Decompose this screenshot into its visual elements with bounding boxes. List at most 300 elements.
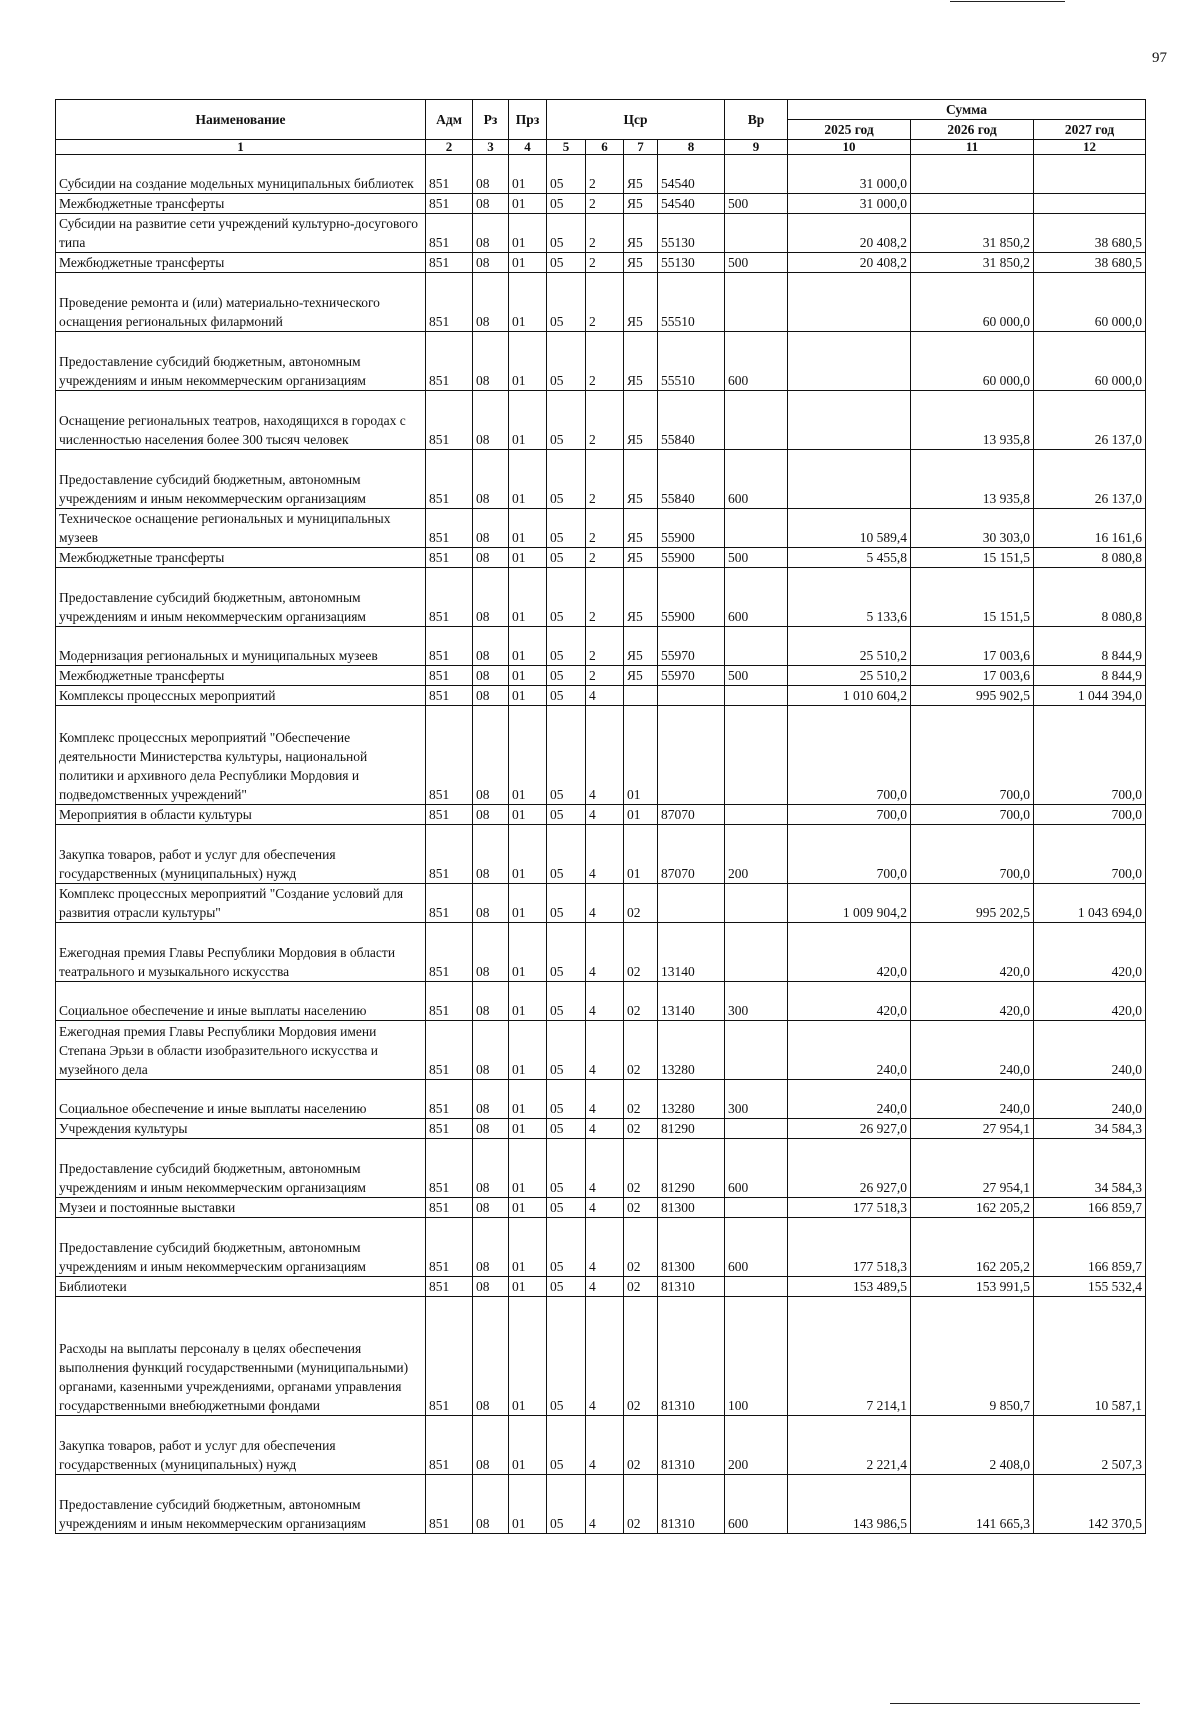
table-row [56, 1198, 1146, 1218]
row-sum-2026-cell: 700,0 [911, 825, 1034, 884]
row-csr-part4-cell: 55970 [658, 666, 725, 686]
row-sum-2026-cell: 162 205,2 [911, 1198, 1034, 1218]
row-sum-2025-cell: 1 010 604,2 [788, 686, 911, 706]
row-csr-part4-cell: 87070 [658, 825, 725, 884]
table-row [56, 706, 1146, 805]
row-sum-2026-cell: 700,0 [911, 805, 1034, 825]
row-prz-cell: 01 [509, 627, 547, 666]
row-sum-2026-cell: 17 003,6 [911, 627, 1034, 666]
row-vr-cell: 600 [725, 1475, 788, 1534]
row-name-cell: Предоставление субсидий бюджетным, автономным учреждениям и иным некоммерческим организациям [56, 332, 426, 391]
row-csr-part4-cell [658, 706, 725, 805]
row-vr-cell [725, 706, 788, 805]
row-name-cell: Ежегодная премия Главы Республики Мордовия имени Степана Эрьзи в области изобразительного искусства и музейного дела [56, 1021, 426, 1080]
row-sum-2025-cell: 25 510,2 [788, 627, 911, 666]
row-csr-part1-cell: 05 [547, 194, 586, 214]
row-csr-part2-cell: 2 [586, 568, 624, 627]
row-csr-part3-cell: Я5 [624, 273, 658, 332]
row-adm-cell: 851 [426, 1475, 473, 1534]
row-csr-part3-cell: Я5 [624, 194, 658, 214]
row-sum-2026-cell: 153 991,5 [911, 1277, 1034, 1297]
row-sum-2027-cell: 142 370,5 [1034, 1475, 1146, 1534]
table-row [56, 1080, 1146, 1119]
row-vr-cell [725, 1277, 788, 1297]
row-name-cell: Субсидии на создание модельных муниципальных библиотек [56, 155, 426, 194]
row-csr-part4-cell [658, 686, 725, 706]
row-sum-2027-cell: 155 532,4 [1034, 1277, 1146, 1297]
row-csr-part1-cell: 05 [547, 1139, 586, 1198]
row-name-cell: Модернизация региональных и муниципальных музеев [56, 627, 426, 666]
row-sum-2026-cell: 700,0 [911, 706, 1034, 805]
row-csr-part1-cell: 05 [547, 1119, 586, 1139]
row-sum-2026-cell: 31 850,2 [911, 253, 1034, 273]
row-sum-2027-cell: 2 507,3 [1034, 1416, 1146, 1475]
row-prz-cell: 01 [509, 666, 547, 686]
header-year-2025: 2025 год [788, 120, 911, 140]
row-prz-cell: 01 [509, 1475, 547, 1534]
row-prz-cell: 01 [509, 825, 547, 884]
row-sum-2027-cell: 8 844,9 [1034, 627, 1146, 666]
row-sum-2025-cell: 5 455,8 [788, 548, 911, 568]
row-sum-2027-cell: 34 584,3 [1034, 1139, 1146, 1198]
row-name-cell: Оснащение региональных театров, находящихся в городах с численностью населения более 300 тысяч человек [56, 391, 426, 450]
row-sum-2025-cell: 10 589,4 [788, 509, 911, 548]
row-sum-2027-cell: 60 000,0 [1034, 332, 1146, 391]
row-prz-cell: 01 [509, 568, 547, 627]
row-sum-2027-cell: 10 587,1 [1034, 1297, 1146, 1416]
row-csr-part1-cell: 05 [547, 1297, 586, 1416]
row-csr-part2-cell: 2 [586, 548, 624, 568]
row-sum-2026-cell [911, 155, 1034, 194]
row-vr-cell [725, 1119, 788, 1139]
row-adm-cell: 851 [426, 825, 473, 884]
row-csr-part3-cell: 02 [624, 1475, 658, 1534]
row-csr-part4-cell: 13280 [658, 1080, 725, 1119]
row-csr-part1-cell: 05 [547, 982, 586, 1021]
row-csr-part4-cell: 54540 [658, 194, 725, 214]
row-sum-2027-cell: 240,0 [1034, 1021, 1146, 1080]
row-name-cell: Музеи и постоянные выставки [56, 1198, 426, 1218]
row-csr-part4-cell: 81310 [658, 1416, 725, 1475]
row-rz-cell: 08 [473, 805, 509, 825]
row-csr-part2-cell: 4 [586, 1475, 624, 1534]
row-prz-cell: 01 [509, 509, 547, 548]
row-csr-part3-cell: 02 [624, 884, 658, 923]
row-csr-part2-cell: 4 [586, 923, 624, 982]
row-vr-cell [725, 805, 788, 825]
row-sum-2025-cell: 1 009 904,2 [788, 884, 911, 923]
row-csr-part4-cell: 81310 [658, 1475, 725, 1534]
row-csr-part1-cell: 05 [547, 1021, 586, 1080]
row-rz-cell: 08 [473, 884, 509, 923]
row-sum-2026-cell: 420,0 [911, 923, 1034, 982]
row-csr-part2-cell: 4 [586, 1021, 624, 1080]
row-csr-part2-cell: 4 [586, 1198, 624, 1218]
row-csr-part2-cell: 4 [586, 1416, 624, 1475]
row-rz-cell: 08 [473, 1277, 509, 1297]
row-vr-cell [725, 214, 788, 253]
row-csr-part1-cell: 05 [547, 1277, 586, 1297]
row-rz-cell: 08 [473, 686, 509, 706]
row-csr-part3-cell: 02 [624, 1277, 658, 1297]
row-csr-part2-cell: 4 [586, 1297, 624, 1416]
row-vr-cell: 500 [725, 548, 788, 568]
row-name-cell: Учреждения культуры [56, 1119, 426, 1139]
row-adm-cell: 851 [426, 509, 473, 548]
row-sum-2025-cell: 240,0 [788, 1021, 911, 1080]
row-prz-cell: 01 [509, 253, 547, 273]
row-sum-2027-cell: 420,0 [1034, 982, 1146, 1021]
row-csr-part1-cell: 05 [547, 391, 586, 450]
row-rz-cell: 08 [473, 273, 509, 332]
row-csr-part4-cell: 81300 [658, 1198, 725, 1218]
row-sum-2026-cell [911, 194, 1034, 214]
row-sum-2027-cell: 420,0 [1034, 923, 1146, 982]
row-csr-part1-cell: 05 [547, 884, 586, 923]
row-name-cell: Предоставление субсидий бюджетным, автономным учреждениям и иным некоммерческим организациям [56, 1139, 426, 1198]
row-csr-part2-cell: 2 [586, 253, 624, 273]
row-csr-part4-cell: 13140 [658, 923, 725, 982]
row-prz-cell: 01 [509, 1277, 547, 1297]
table-row [56, 1139, 1146, 1198]
row-csr-part1-cell: 05 [547, 627, 586, 666]
row-vr-cell [725, 1021, 788, 1080]
row-rz-cell: 08 [473, 1416, 509, 1475]
row-prz-cell: 01 [509, 273, 547, 332]
row-adm-cell: 851 [426, 273, 473, 332]
row-sum-2025-cell: 7 214,1 [788, 1297, 911, 1416]
column-number: 6 [586, 140, 624, 155]
row-adm-cell: 851 [426, 155, 473, 194]
row-vr-cell: 100 [725, 1297, 788, 1416]
row-sum-2025-cell: 31 000,0 [788, 194, 911, 214]
row-csr-part4-cell: 55510 [658, 332, 725, 391]
header-year-2026: 2026 год [911, 120, 1034, 140]
row-csr-part1-cell: 05 [547, 706, 586, 805]
row-adm-cell: 851 [426, 332, 473, 391]
row-csr-part3-cell [624, 686, 658, 706]
table-row [56, 1297, 1146, 1416]
row-prz-cell: 01 [509, 1119, 547, 1139]
row-prz-cell: 01 [509, 214, 547, 253]
row-prz-cell: 01 [509, 1139, 547, 1198]
row-sum-2025-cell: 26 927,0 [788, 1139, 911, 1198]
row-name-cell: Предоставление субсидий бюджетным, автономным учреждениям и иным некоммерческим организациям [56, 1218, 426, 1277]
row-sum-2025-cell: 143 986,5 [788, 1475, 911, 1534]
row-prz-cell: 01 [509, 805, 547, 825]
row-rz-cell: 08 [473, 825, 509, 884]
row-sum-2026-cell: 60 000,0 [911, 273, 1034, 332]
row-prz-cell: 01 [509, 391, 547, 450]
row-csr-part1-cell: 05 [547, 1475, 586, 1534]
row-csr-part2-cell: 4 [586, 1277, 624, 1297]
row-csr-part3-cell: 02 [624, 1139, 658, 1198]
row-prz-cell: 01 [509, 548, 547, 568]
row-csr-part1-cell: 05 [547, 1218, 586, 1277]
row-name-cell: Закупка товаров, работ и услуг для обеспечения государственных (муниципальных) нужд [56, 825, 426, 884]
row-prz-cell: 01 [509, 1021, 547, 1080]
row-adm-cell: 851 [426, 214, 473, 253]
table-row [56, 923, 1146, 982]
row-csr-part3-cell: Я5 [624, 155, 658, 194]
row-vr-cell: 500 [725, 666, 788, 686]
row-csr-part3-cell: Я5 [624, 548, 658, 568]
row-csr-part3-cell: 01 [624, 805, 658, 825]
row-vr-cell: 600 [725, 1139, 788, 1198]
row-sum-2027-cell: 8 080,8 [1034, 548, 1146, 568]
row-prz-cell: 01 [509, 450, 547, 509]
table-row [56, 1475, 1146, 1534]
row-adm-cell: 851 [426, 1139, 473, 1198]
row-vr-cell [725, 627, 788, 666]
row-csr-part3-cell: 01 [624, 706, 658, 805]
row-csr-part4-cell: 55510 [658, 273, 725, 332]
row-name-cell: Социальное обеспечение и иные выплаты населению [56, 1080, 426, 1119]
row-vr-cell [725, 884, 788, 923]
row-rz-cell: 08 [473, 1021, 509, 1080]
table-row [56, 1277, 1146, 1297]
row-csr-part2-cell: 4 [586, 982, 624, 1021]
table-row [56, 686, 1146, 706]
row-vr-cell: 600 [725, 568, 788, 627]
row-rz-cell: 08 [473, 1119, 509, 1139]
page-number: 97 [1152, 50, 1167, 66]
row-csr-part4-cell: 81290 [658, 1119, 725, 1139]
row-rz-cell: 08 [473, 1080, 509, 1119]
header-prz: Прз [509, 100, 547, 140]
row-sum-2026-cell: 162 205,2 [911, 1218, 1034, 1277]
header-year-2027: 2027 год [1034, 120, 1146, 140]
row-csr-part3-cell: 02 [624, 1119, 658, 1139]
row-sum-2027-cell: 166 859,7 [1034, 1218, 1146, 1277]
row-rz-cell: 08 [473, 706, 509, 805]
row-csr-part1-cell: 05 [547, 273, 586, 332]
row-csr-part1-cell: 05 [547, 548, 586, 568]
row-sum-2026-cell: 141 665,3 [911, 1475, 1034, 1534]
row-sum-2026-cell: 995 202,5 [911, 884, 1034, 923]
row-vr-cell: 200 [725, 825, 788, 884]
table-header [56, 100, 1146, 155]
row-csr-part2-cell: 2 [586, 273, 624, 332]
row-csr-part4-cell [658, 884, 725, 923]
row-adm-cell: 851 [426, 706, 473, 805]
row-csr-part3-cell: Я5 [624, 568, 658, 627]
row-csr-part1-cell: 05 [547, 1080, 586, 1119]
row-csr-part2-cell: 4 [586, 706, 624, 805]
row-rz-cell: 08 [473, 332, 509, 391]
row-csr-part3-cell: Я5 [624, 332, 658, 391]
row-sum-2026-cell: 2 408,0 [911, 1416, 1034, 1475]
row-name-cell: Межбюджетные трансферты [56, 666, 426, 686]
row-adm-cell: 851 [426, 1218, 473, 1277]
row-csr-part2-cell: 2 [586, 509, 624, 548]
column-number: 7 [624, 140, 658, 155]
table-row [56, 155, 1146, 194]
row-csr-part1-cell: 05 [547, 686, 586, 706]
row-rz-cell: 08 [473, 509, 509, 548]
row-rz-cell: 08 [473, 214, 509, 253]
row-sum-2026-cell: 27 954,1 [911, 1139, 1034, 1198]
row-sum-2025-cell: 26 927,0 [788, 1119, 911, 1139]
row-sum-2026-cell: 15 151,5 [911, 568, 1034, 627]
column-number: 4 [509, 140, 547, 155]
row-sum-2025-cell: 25 510,2 [788, 666, 911, 686]
row-sum-2027-cell: 240,0 [1034, 1080, 1146, 1119]
column-number: 9 [725, 140, 788, 155]
row-csr-part4-cell: 54540 [658, 155, 725, 194]
row-name-cell: Техническое оснащение региональных и муниципальных музеев [56, 509, 426, 548]
row-sum-2026-cell: 30 303,0 [911, 509, 1034, 548]
row-prz-cell: 01 [509, 923, 547, 982]
row-vr-cell [725, 923, 788, 982]
table-row [56, 1021, 1146, 1080]
row-csr-part2-cell: 4 [586, 884, 624, 923]
row-csr-part4-cell: 55970 [658, 627, 725, 666]
row-sum-2027-cell: 700,0 [1034, 805, 1146, 825]
header-rz: Рз [473, 100, 509, 140]
row-rz-cell: 08 [473, 666, 509, 686]
row-name-cell: Межбюджетные трансферты [56, 253, 426, 273]
row-adm-cell: 851 [426, 1198, 473, 1218]
row-name-cell: Проведение ремонта и (или) материально-технического оснащения региональных филармоний [56, 273, 426, 332]
table-row [56, 273, 1146, 332]
row-csr-part1-cell: 05 [547, 825, 586, 884]
row-rz-cell: 08 [473, 1198, 509, 1218]
row-adm-cell: 851 [426, 627, 473, 666]
bottom-edge-line [890, 1703, 1140, 1704]
table-row [56, 548, 1146, 568]
row-adm-cell: 851 [426, 666, 473, 686]
row-sum-2025-cell: 20 408,2 [788, 253, 911, 273]
table-row [56, 1218, 1146, 1277]
row-sum-2025-cell: 153 489,5 [788, 1277, 911, 1297]
row-prz-cell: 01 [509, 1080, 547, 1119]
row-sum-2027-cell [1034, 155, 1146, 194]
row-csr-part3-cell: 02 [624, 1297, 658, 1416]
row-rz-cell: 08 [473, 1475, 509, 1534]
row-csr-part1-cell: 05 [547, 214, 586, 253]
row-csr-part4-cell: 81290 [658, 1139, 725, 1198]
row-csr-part2-cell: 2 [586, 155, 624, 194]
row-csr-part1-cell: 05 [547, 805, 586, 825]
row-csr-part3-cell: Я5 [624, 391, 658, 450]
row-csr-part2-cell: 4 [586, 1218, 624, 1277]
row-name-cell: Межбюджетные трансферты [56, 194, 426, 214]
row-name-cell: Комплекс процессных мероприятий "Создание условий для развития отрасли культуры" [56, 884, 426, 923]
row-rz-cell: 08 [473, 155, 509, 194]
row-sum-2025-cell [788, 391, 911, 450]
row-csr-part3-cell: 02 [624, 1218, 658, 1277]
row-rz-cell: 08 [473, 194, 509, 214]
row-csr-part2-cell: 2 [586, 332, 624, 391]
row-vr-cell [725, 273, 788, 332]
row-csr-part2-cell: 4 [586, 1080, 624, 1119]
row-sum-2026-cell: 17 003,6 [911, 666, 1034, 686]
row-rz-cell: 08 [473, 627, 509, 666]
row-prz-cell: 01 [509, 1297, 547, 1416]
row-csr-part4-cell: 13140 [658, 982, 725, 1021]
row-adm-cell: 851 [426, 805, 473, 825]
table-row [56, 805, 1146, 825]
row-sum-2027-cell: 166 859,7 [1034, 1198, 1146, 1218]
row-rz-cell: 08 [473, 391, 509, 450]
row-csr-part2-cell: 2 [586, 450, 624, 509]
row-sum-2027-cell: 700,0 [1034, 706, 1146, 805]
table-row [56, 884, 1146, 923]
row-sum-2027-cell: 38 680,5 [1034, 214, 1146, 253]
row-rz-cell: 08 [473, 1139, 509, 1198]
row-sum-2027-cell [1034, 194, 1146, 214]
row-csr-part3-cell: 02 [624, 982, 658, 1021]
row-sum-2027-cell: 1 043 694,0 [1034, 884, 1146, 923]
row-csr-part4-cell: 81310 [658, 1297, 725, 1416]
row-csr-part2-cell: 4 [586, 1139, 624, 1198]
row-vr-cell: 600 [725, 450, 788, 509]
row-csr-part3-cell: Я5 [624, 253, 658, 273]
row-csr-part3-cell: Я5 [624, 666, 658, 686]
row-sum-2025-cell: 177 518,3 [788, 1218, 911, 1277]
row-vr-cell: 300 [725, 1080, 788, 1119]
row-name-cell: Социальное обеспечение и иные выплаты населению [56, 982, 426, 1021]
row-sum-2027-cell: 60 000,0 [1034, 273, 1146, 332]
row-csr-part4-cell: 55900 [658, 568, 725, 627]
row-prz-cell: 01 [509, 1416, 547, 1475]
row-sum-2026-cell: 15 151,5 [911, 548, 1034, 568]
table-row [56, 253, 1146, 273]
row-vr-cell: 500 [725, 194, 788, 214]
row-csr-part2-cell: 4 [586, 686, 624, 706]
row-sum-2025-cell: 420,0 [788, 982, 911, 1021]
row-name-cell: Мероприятия в области культуры [56, 805, 426, 825]
row-sum-2025-cell: 20 408,2 [788, 214, 911, 253]
row-csr-part3-cell: 02 [624, 1021, 658, 1080]
column-number: 1 [56, 140, 426, 155]
row-sum-2025-cell: 177 518,3 [788, 1198, 911, 1218]
row-sum-2027-cell: 38 680,5 [1034, 253, 1146, 273]
row-rz-cell: 08 [473, 1218, 509, 1277]
table-row [56, 1416, 1146, 1475]
row-rz-cell: 08 [473, 982, 509, 1021]
row-csr-part1-cell: 05 [547, 332, 586, 391]
row-rz-cell: 08 [473, 568, 509, 627]
row-vr-cell: 300 [725, 982, 788, 1021]
table-row [56, 214, 1146, 253]
row-name-cell: Закупка товаров, работ и услуг для обеспечения государственных (муниципальных) нужд [56, 1416, 426, 1475]
column-number: 5 [547, 140, 586, 155]
row-sum-2026-cell: 13 935,8 [911, 391, 1034, 450]
table-row [56, 450, 1146, 509]
row-prz-cell: 01 [509, 982, 547, 1021]
table-row [56, 391, 1146, 450]
table-row [56, 982, 1146, 1021]
row-adm-cell: 851 [426, 884, 473, 923]
row-csr-part1-cell: 05 [547, 1198, 586, 1218]
row-csr-part3-cell: 01 [624, 825, 658, 884]
row-vr-cell: 600 [725, 1218, 788, 1277]
row-adm-cell: 851 [426, 1119, 473, 1139]
row-sum-2027-cell: 26 137,0 [1034, 391, 1146, 450]
row-rz-cell: 08 [473, 923, 509, 982]
row-csr-part3-cell: Я5 [624, 509, 658, 548]
row-adm-cell: 851 [426, 1021, 473, 1080]
row-sum-2025-cell: 31 000,0 [788, 155, 911, 194]
row-sum-2026-cell: 60 000,0 [911, 332, 1034, 391]
row-vr-cell [725, 391, 788, 450]
row-rz-cell: 08 [473, 450, 509, 509]
row-csr-part3-cell: Я5 [624, 214, 658, 253]
row-csr-part2-cell: 2 [586, 666, 624, 686]
row-csr-part1-cell: 05 [547, 155, 586, 194]
